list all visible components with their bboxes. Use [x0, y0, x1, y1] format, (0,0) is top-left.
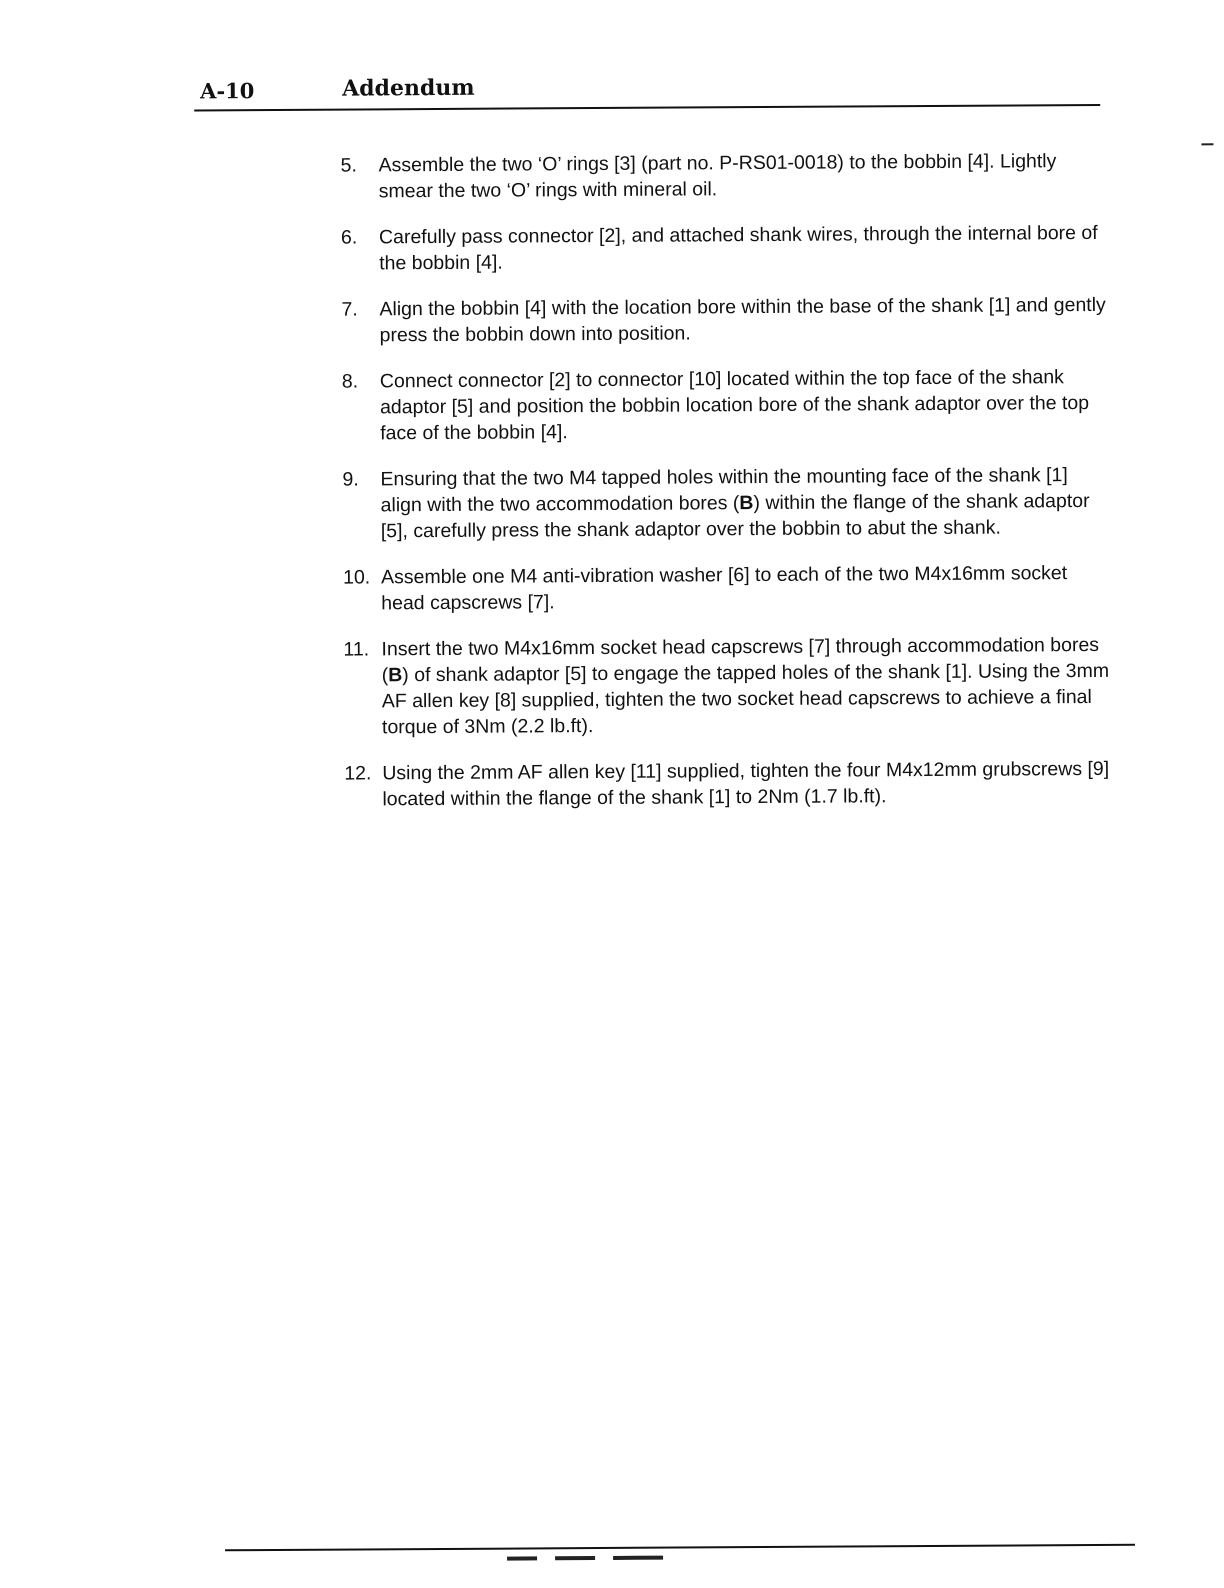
step-text-part: ) within the flange of the shank adaptor [5], carefully press the shank adaptor over the bobbin to abut the shank. [380, 490, 1090, 543]
step-text-part: Ensuring that the two M4 tapped holes within the mounting face of the shank [1] align with the two accommodation bores ( [380, 464, 1068, 517]
step-number: 7. [341, 298, 358, 321]
step-number: 9. [342, 468, 359, 491]
step-8 [342, 364, 1112, 447]
step-number: 11. [343, 638, 370, 661]
step-6 [341, 220, 1111, 277]
step-text: Assemble the two ‘O’ rings [3] (part no. P-RS01-0018) to the bobbin [4]. Lightly smear the two ‘O’ rings with mineral oil. [378, 150, 1057, 203]
step-text: Assemble one M4 anti-vibration washer [6] to each of the two M4x16mm socket head capscrews [7]. [381, 562, 1068, 615]
footer-rule [225, 1544, 1135, 1552]
assembly-steps-list [340, 148, 1114, 833]
step-text-part: Insert the two M4x16mm socket head capscrews [7] through accommodation bores ( [381, 633, 1100, 687]
step-12 [344, 756, 1114, 813]
step-text: Using the 2mm AF allen key [11] supplied, tighten the four M4x12mm grubscrews [9] located within the flange of the shank [1] to 2Nm (1.7 lb.ft). [382, 757, 1110, 811]
step-7 [341, 292, 1111, 349]
footer-text-fragment [507, 1556, 667, 1563]
step-text: Align the bobbin [4] with the location bore within the base of the shank [1] and gently press the bobbin down into position. [379, 293, 1106, 347]
bore-label-bold: B [739, 492, 754, 515]
section-title: Addendum [342, 74, 475, 102]
header-rule [194, 104, 1100, 112]
step-text [381, 632, 1114, 740]
step-11 [343, 632, 1114, 741]
step-text: Connect connector [2] to connector [10] located within the top face of the shank adaptor [5] and position the bobbin location bore of the shank adaptor over the top face of the bobbin [4]. [379, 366, 1090, 445]
step-number: 6. [340, 226, 358, 249]
margin-mark [1201, 143, 1213, 145]
step-number: 5. [340, 154, 357, 177]
step-5 [340, 148, 1110, 205]
step-10 [343, 560, 1113, 617]
step-9 [342, 462, 1112, 545]
step-text-part: ) of shank adaptor [5] to engage the tapped holes of the shank [1]. Using the 3mm AF allen key [8] supplied, tighten the two socket head capscrews to achieve a final torque of 3Nm (2.2 lb.ft). [381, 659, 1110, 739]
step-text [380, 462, 1112, 544]
bore-label-bold: B [388, 664, 403, 687]
step-text: Carefully pass connector [2], and attached shank wires, through the internal bore of the bobbin [4]. [378, 221, 1098, 275]
page-header [194, 67, 1100, 113]
step-number: 10. [343, 566, 371, 589]
step-number: 12. [344, 762, 372, 785]
step-number: 8. [341, 370, 359, 393]
page-number: A-10 [200, 78, 255, 104]
